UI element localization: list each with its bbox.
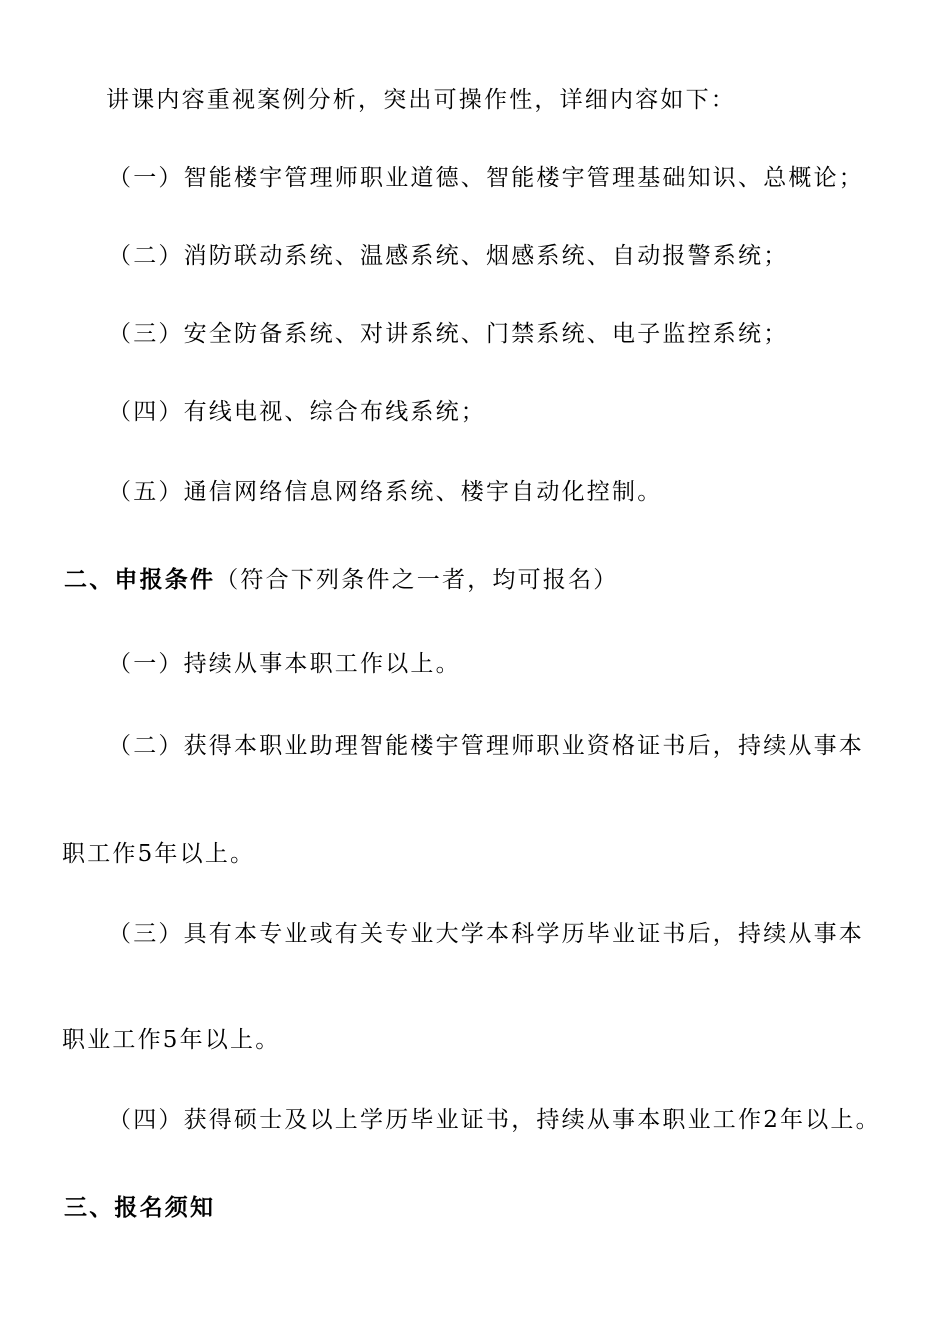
requirement-item-3: （三）具有本专业或有关专业大学本科学历毕业证书后，持续从事本 (108, 921, 864, 947)
section-2-title: 二、申报条件 (64, 566, 216, 593)
requirement-item-4: （四）获得硕士及以上学历毕业证书，持续从事本职业工作2年以上。 (108, 1107, 881, 1133)
requirement-item-1: （一）持续从事本职工作以上。 (108, 651, 461, 677)
requirement-item-2-continued: 职工作5年以上。 (62, 841, 256, 867)
course-item-5: （五）通信网络信息网络系统、楼宇自动化控制。 (108, 479, 663, 505)
section-2-note: （符合下列条件之一者，均可报名） (215, 567, 619, 593)
course-item-2: （二）消防联动系统、温感系统、烟感系统、自动报警系统； (108, 243, 789, 269)
intro-paragraph: 讲课内容重视案例分析，突出可操作性，详细内容如下： (106, 87, 736, 113)
course-item-4: （四）有线电视、综合布线系统； (108, 399, 486, 425)
section-3-heading: 三、报名须知 (64, 1194, 216, 1221)
course-item-3: （三）安全防备系统、对讲系统、门禁系统、电子监控系统； (108, 321, 789, 347)
course-item-1: （一）智能楼宇管理师职业道德、智能楼宇管理基础知识、总概论； (108, 165, 864, 191)
requirement-item-3-continued: 职业工作5年以上。 (62, 1027, 281, 1053)
section-2-heading (64, 564, 618, 596)
requirement-item-2: （二）获得本职业助理智能楼宇管理师职业资格证书后，持续从事本 (108, 733, 864, 759)
